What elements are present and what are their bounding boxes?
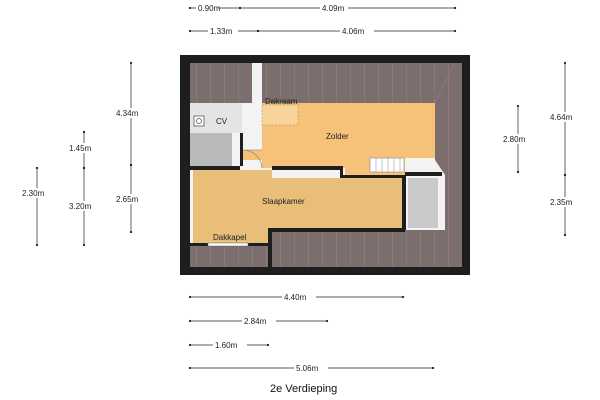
staircase	[370, 158, 404, 172]
dim-top-c: 1.33m	[210, 27, 233, 36]
dim-right-outer-upper: 4.64m	[550, 113, 573, 122]
dim-bottom-a: 4.40m	[284, 293, 307, 302]
dim-right-inner: 2.80m	[503, 135, 526, 144]
floor-title: 2e Verdieping	[270, 383, 338, 395]
roof-slope-bottom-right	[270, 230, 462, 267]
label-dakraam: Dakraam	[265, 97, 298, 106]
dim-left-upper: 4.34m	[116, 109, 139, 118]
dim-top-a: 0.90m	[198, 4, 221, 13]
label-dakkapel: Dakkapel	[213, 233, 247, 242]
label-slaapkamer: Slaapkamer	[262, 197, 305, 206]
dim-top-b: 4.09m	[322, 4, 345, 13]
dim-bottom-b: 2.84m	[244, 317, 267, 326]
dim-left-mid-a: 1.45m	[69, 144, 92, 153]
dakkapel-window	[208, 243, 248, 246]
dim-left-far: 2.30m	[22, 189, 45, 198]
stair-void	[408, 178, 438, 228]
roof-slope-bottom-left	[190, 245, 270, 267]
dakraam-window	[262, 105, 298, 125]
dim-left-lower: 2.65m	[116, 195, 139, 204]
boiler-icon	[194, 116, 204, 126]
dim-bottom-d: 5.06m	[296, 364, 319, 373]
dim-bottom-c: 1.60m	[215, 341, 238, 350]
utility-block	[190, 133, 232, 166]
dim-right-outer-lower: 2.35m	[550, 198, 573, 207]
dim-left-mid-b: 3.20m	[69, 202, 92, 211]
dim-top-d: 4.06m	[342, 27, 365, 36]
label-zolder: Zolder	[326, 132, 349, 141]
label-cv: CV	[216, 117, 228, 126]
roof-slope-top-left	[190, 63, 252, 103]
